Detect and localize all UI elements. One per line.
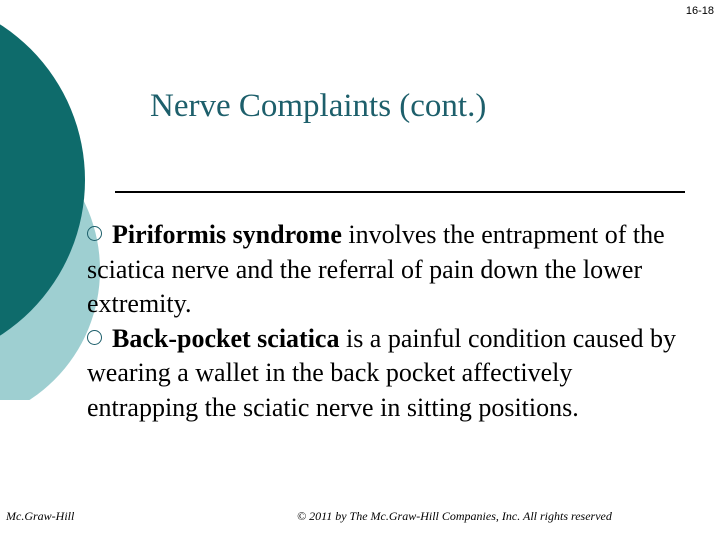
slide-title: Nerve Complaints (cont.) bbox=[150, 88, 487, 124]
bullet-term: Back-pocket sciatica bbox=[112, 323, 340, 353]
bullet-item bbox=[87, 322, 687, 426]
slide-body bbox=[87, 218, 687, 425]
bullet-term: Piriformis syndrome bbox=[112, 220, 342, 249]
hollow-circle-bullet-icon bbox=[87, 330, 102, 345]
footer-copyright: © 2011 by The Mc.Graw-Hill Companies, Inc. All rights reserved bbox=[297, 509, 612, 523]
slide-number: 16-18 bbox=[685, 5, 714, 17]
bullet-item bbox=[87, 218, 687, 322]
bullet-text: is a painful condition caused by wearing a wallet in the back pocket affectively entrapping the sciatic nerve in sitting positions. bbox=[87, 323, 676, 422]
hollow-circle-bullet-icon bbox=[87, 226, 102, 241]
bullet-text: involves the entrapment of the sciatica nerve and the referral of pain down the lower extremity. bbox=[87, 220, 665, 318]
footer-publisher: Mc.Graw-Hill bbox=[6, 509, 75, 523]
title-divider bbox=[115, 191, 685, 193]
